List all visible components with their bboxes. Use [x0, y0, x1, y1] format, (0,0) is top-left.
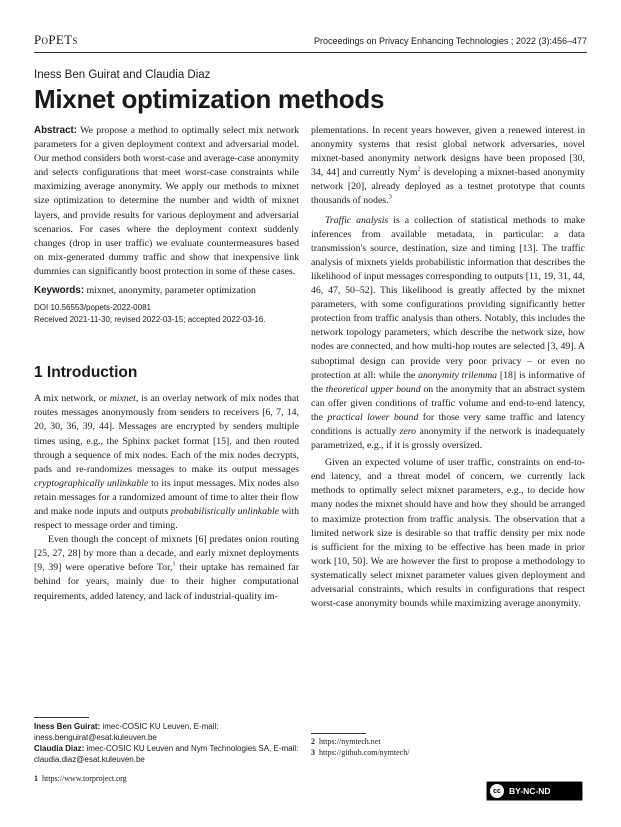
affiliation-name: Iness Ben Guirat: — [34, 722, 101, 731]
section-heading-introduction: 1 Introduction — [34, 364, 138, 382]
text-run: A mix network, or — [34, 393, 110, 405]
proceedings-info: Proceedings on Privacy Enhancing Technologies ; 2022 (3):456–477 — [313, 36, 587, 46]
license-label: BY-NC-ND — [509, 786, 551, 796]
journal-name: PoPETs — [34, 32, 78, 47]
text-run: to its input messages. Mix nodes also retain messages for a randomized amount of time to alter their flow and make node inputs and outputs — [34, 477, 299, 517]
paper-title: Mixnet optimization methods — [34, 84, 385, 114]
text-run: [18] is informative of the — [311, 369, 585, 395]
footnote-1 — [34, 773, 127, 784]
left-column — [34, 124, 299, 604]
affiliations — [34, 717, 299, 765]
text-run-italic: mixnet — [109, 393, 136, 405]
text-run-italic: zero — [399, 425, 417, 437]
affiliation-1 — [34, 721, 299, 743]
text-run: Even though the concept of mixnets [6] predates onion routing [25, 27, 28] by more than a decade, and early mixnet deployments [9, 39] were operative before Tor, — [34, 534, 299, 574]
text-run: for those very same traffic and latency conditions is actually — [311, 411, 585, 437]
intro-paragraph-3 — [311, 214, 585, 454]
text-run-italic: Traffic analysis — [325, 214, 389, 226]
footnote-link[interactable]: https://github.com/nymtech/ — [319, 748, 410, 757]
footnote-link[interactable]: https://www.torproject.org — [42, 774, 127, 783]
footnote-mark: 3 — [388, 194, 392, 202]
footnote-3 — [311, 747, 409, 758]
text-run-italic: practical lower bound — [327, 411, 419, 423]
right-footnote-rule — [311, 733, 366, 734]
text-run: , is an overlay network of mix nodes that routes messages anonymously from senders to receivers [6, 7, 14, 20, 30, 36, 39, 44]. Messages are encrypted by senders multiple times using, e.g., the Sphinx packet format [15], and then routed through a sequence of mix nodes. Each of the mix nodes decrypts, pads and re-randomizes messages to make its output messages — [34, 393, 299, 475]
abstract-label: Abstract: — [34, 125, 78, 136]
text-run-italic: theoretical upper bound — [325, 383, 421, 395]
keywords-label: Keywords: — [34, 285, 85, 297]
affiliation-text: imec-COSIC KU Leuven, E-mail: iness.benguirat@esat.kuleuven.be — [34, 722, 219, 742]
text-run-italic: probabilistically unlinkable — [170, 505, 280, 517]
license-badge[interactable] — [486, 781, 583, 801]
text-run: is a collection of statistical methods to make inferences from available metadata, in particular: a data transmission's source, destination, size and timing [13]. The traffic analysis of mixnets yields probabilistic information that describes the likelihood of input messages corresponding to outputs [11, 19, 31, 44, 46, 47, 50–52]. This likelihood is greatly affected by the mixnet parameters, with some configurations providing significantly better protection from traffic analysis than others. Notably, this includes the network topology parameters, which describe the network size, how nodes are connected, and how multi-hop routes are selected [3, 49]. A suboptimal design can provide very poor privacy – or even no protection at all: while the — [311, 214, 585, 381]
footnote-number: 2 — [311, 737, 315, 746]
text-run-italic: anonymity trilemma — [418, 369, 498, 381]
intro-paragraph-1 — [34, 392, 299, 533]
header-rule — [34, 52, 587, 53]
author-list: Iness Ben Guirat and Claudia Diaz — [34, 69, 211, 81]
affiliation-text: imec-COSIC KU Leuven and Nym Technologies SA, E-mail: claudia.diaz@esat.kuleuven.be — [34, 744, 299, 764]
creative-commons-icon: cc — [490, 784, 504, 798]
footnote-2 — [311, 736, 381, 747]
intro-paragraph-4: Given an expected volume of user traffic, constraints on end-to-end latency, and a threat model of concern, we currently lack methods to optimally select mixnet parameters, e.g., to decide how many nodes the mixnet should have and how they should be arranged to maximize protection from traffic analysis. The observation that a limited network size is desirable so that traffic density per mix node is sufficient for the mixing to be effective has been made in prior work [10, 50]. We are however the first to propose a methodology to systematically select mixnet parameter values given deployment and adversarial constraints, which results in configurations that respect worst-case anonymity bounds while maximizing average anonymity. — [311, 457, 585, 610]
footnote-mark: 2 — [417, 166, 421, 174]
intro-paragraph-2-tail: plementations. In recent years however, given a renewed interest in anonymity systems that resist global network adversaries, novel mixnet-based anonymity network designs have been proposed [30, 34, 44] and currently Nym$^2$ is developing a mixnet-based anonymity network [20], already deployed as a testnet prototype that counts thousands of nodes.$^3$ — [311, 125, 585, 207]
doi: DOI 10.56553/popets-2022-0081 — [34, 303, 151, 313]
abstract — [34, 124, 299, 279]
text-run: their uptake has remained far behind for years, mainly due to their higher computational requirements, added latency, and lack of industrial-quality im- — [34, 562, 299, 602]
keywords — [34, 284, 299, 298]
keywords-text: mixnet, anonymity, parameter optimization — [86, 285, 256, 297]
text-run-italic: cryptographically unlinkable — [34, 477, 149, 489]
text-run: with respect to message order and timing. — [34, 505, 300, 532]
footnote-mark: 1 — [172, 561, 176, 569]
footnote-rule — [311, 733, 366, 734]
footnote-number: 1 — [34, 774, 38, 783]
footnote-number: 3 — [311, 748, 315, 757]
right-column-content — [311, 124, 585, 611]
footnote-rule — [34, 717, 89, 718]
affiliation-2 — [34, 743, 299, 765]
intro-paragraph-2 — [34, 533, 299, 603]
received-dates: Received 2021-11-30; revised 2022-03-15; accepted 2022-03-16. — [34, 315, 266, 325]
affiliation-name: Claudia Diaz: — [34, 744, 85, 753]
text-run: on the anonymity that an abstract system can offer given conditions of traffic volume and end-to-end latency, the — [311, 383, 585, 423]
abstract-text: We propose a method to optimally select mix network parameters for a given deployment context and adversarial model. Our method considers both worst-case and average-case anonymity and selects configurations that meet worst-case constraints while maximizing average anonymity. We apply our methods to mixnet size optimization to determine the number and width of mixnet layers, and provide results for various deployment and adversarial scenarios. For cases where the deployment context suddenly changes (drop in user traffic) we evaluate countermeasures based on mix-generated dummy traffic and show that inexpensive link dummies can significantly boost protection in some of these cases. — [34, 125, 299, 277]
footnote-link[interactable]: https://nymtech.net — [319, 737, 381, 746]
text-run: anonymity if the network is inadequately parametrized, e.g., if it is grossly oversized. — [311, 425, 585, 452]
